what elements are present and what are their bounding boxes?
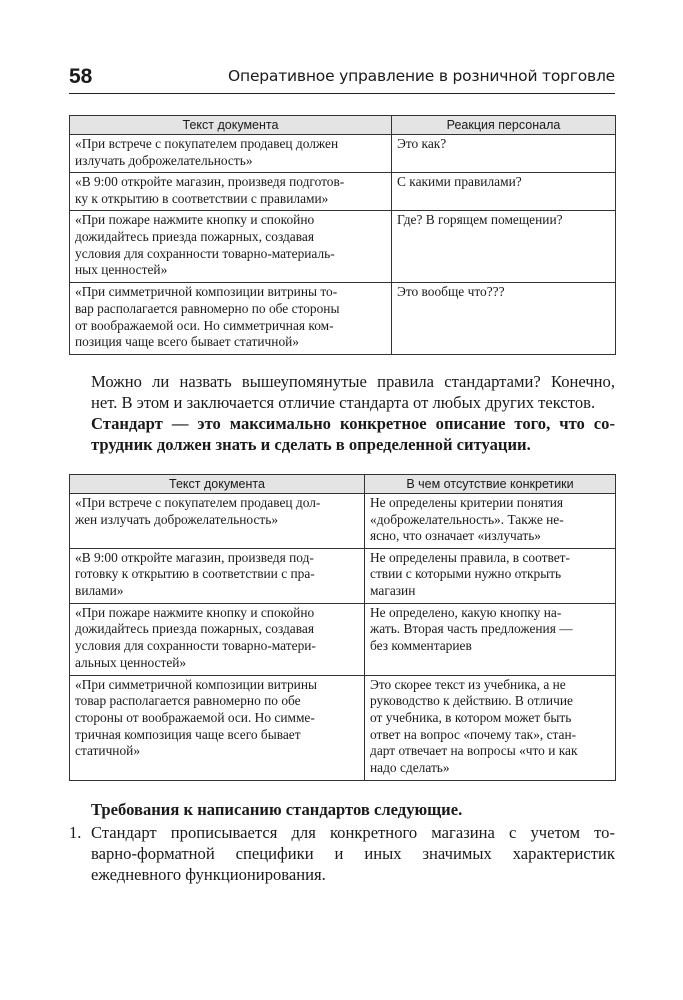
staff-reaction-cell: Где? В горящем помещении?: [392, 211, 616, 283]
paragraph-standards-question: [69, 371, 615, 413]
table-row: [70, 173, 616, 211]
document-text-cell: «В 9:00 откройте магазин, произведя под- готовку к открытию в соответствии с пра- вилами»: [70, 548, 365, 603]
text-line: ежедневного функционирования.: [91, 865, 326, 884]
missing-specifics-cell: Это скорее текст из учебника, а не руководство к действию. В отличие от учебника, в котором может быть ответ на вопрос «почему так», стан- дарт отвечает на вопросы «что и как надо сделать»: [365, 675, 616, 780]
missing-specifics-cell: Не определены правила, в соответ- ствии с которыми нужно открыть магазин: [365, 548, 616, 603]
page-number: 58: [69, 65, 93, 88]
document-text-cell: «При симметричной композиции витрины товар располагается равномерно по обе стороны от воображаемой оси. Но симме- тричная композиция чаще всего бывает статичной»: [70, 675, 365, 780]
missing-specifics-cell: Не определены критерии понятия «доброжелательность». Также не- ясно, что означает «излучать»: [365, 494, 616, 549]
staff-reaction-cell: Это вообще что???: [392, 283, 616, 355]
table-row: [70, 603, 616, 675]
document-text-cell: «При пожаре нажмите кнопку и спокойно дожидайтесь приезда пожарных, создавая условия для сохранности товарно-материаль- ных ценностей»: [70, 211, 392, 283]
document-text-cell: «При пожаре нажмите кнопку и спокойно дожидайтесь приезда пожарных, создавая условия для сохранности товарно-матери- альных ценностей»: [70, 603, 365, 675]
text-line: нет. В этом и заключается отличие стандарта от любых других текстов.: [91, 393, 596, 412]
column-header-document-text: Текст документа: [70, 475, 365, 494]
table-document-vs-missing-specifics: [69, 474, 616, 781]
document-text-cell: «При встрече с покупателем продавец должен излучать доброжелательность»: [70, 135, 392, 173]
column-header-staff-reaction: Реакция персонала: [392, 116, 616, 135]
table-document-vs-reaction: [69, 115, 616, 355]
document-text-cell: «При встрече с покупателем продавец дол- жен излучать доброжелательность»: [70, 494, 365, 549]
table-row: [70, 548, 616, 603]
paragraph-standard-definition: [69, 413, 615, 455]
staff-reaction-cell: Это как?: [392, 135, 616, 173]
staff-reaction-cell: С какими правилами?: [392, 173, 616, 211]
text-line: Можно ли назвать вышеупомянутые правила стандартами? Конечно,: [91, 372, 615, 391]
document-text-cell: «В 9:00 откройте магазин, произведя подготов- ку к открытию в соответствии с правилами»: [70, 173, 392, 211]
table-row: [70, 494, 616, 549]
document-text-cell: «При симметричной композиции витрины то- вар располагается равномерно по обе стороны от воображаемой оси. Но симметричная ком- позиция чаще всего бывает статичной»: [70, 283, 392, 355]
table-header-row: [70, 475, 616, 494]
text-line: Стандарт — это максимально конкретное описание того, что со-: [91, 414, 615, 433]
table-row: [70, 283, 616, 355]
text-line: Стандарт прописывается для конкретного магазина с учетом то-: [91, 823, 615, 842]
column-header-missing-specifics: В чем отсутствие конкретики: [365, 475, 616, 494]
table-header-row: [70, 116, 616, 135]
table-row: [70, 675, 616, 780]
text-line: трудник должен знать и сделать в определенной ситуации.: [91, 435, 531, 454]
text-line: варно-форматной специфики и иных значимых характеристик: [91, 844, 615, 863]
missing-specifics-cell: Не определено, какую кнопку на- жать. Вторая часть предложения — без комментариев: [365, 603, 616, 675]
page-header: [69, 63, 615, 94]
list-item-number: 1.: [69, 823, 82, 842]
requirements-heading: Требования к написанию стандартов следующие.: [91, 800, 463, 819]
list-item: [91, 822, 615, 885]
table-row: [70, 135, 616, 173]
running-title: Оперативное управление в розничной торговле: [228, 67, 615, 85]
column-header-document-text: Текст документа: [70, 116, 392, 135]
table-row: [70, 211, 616, 283]
